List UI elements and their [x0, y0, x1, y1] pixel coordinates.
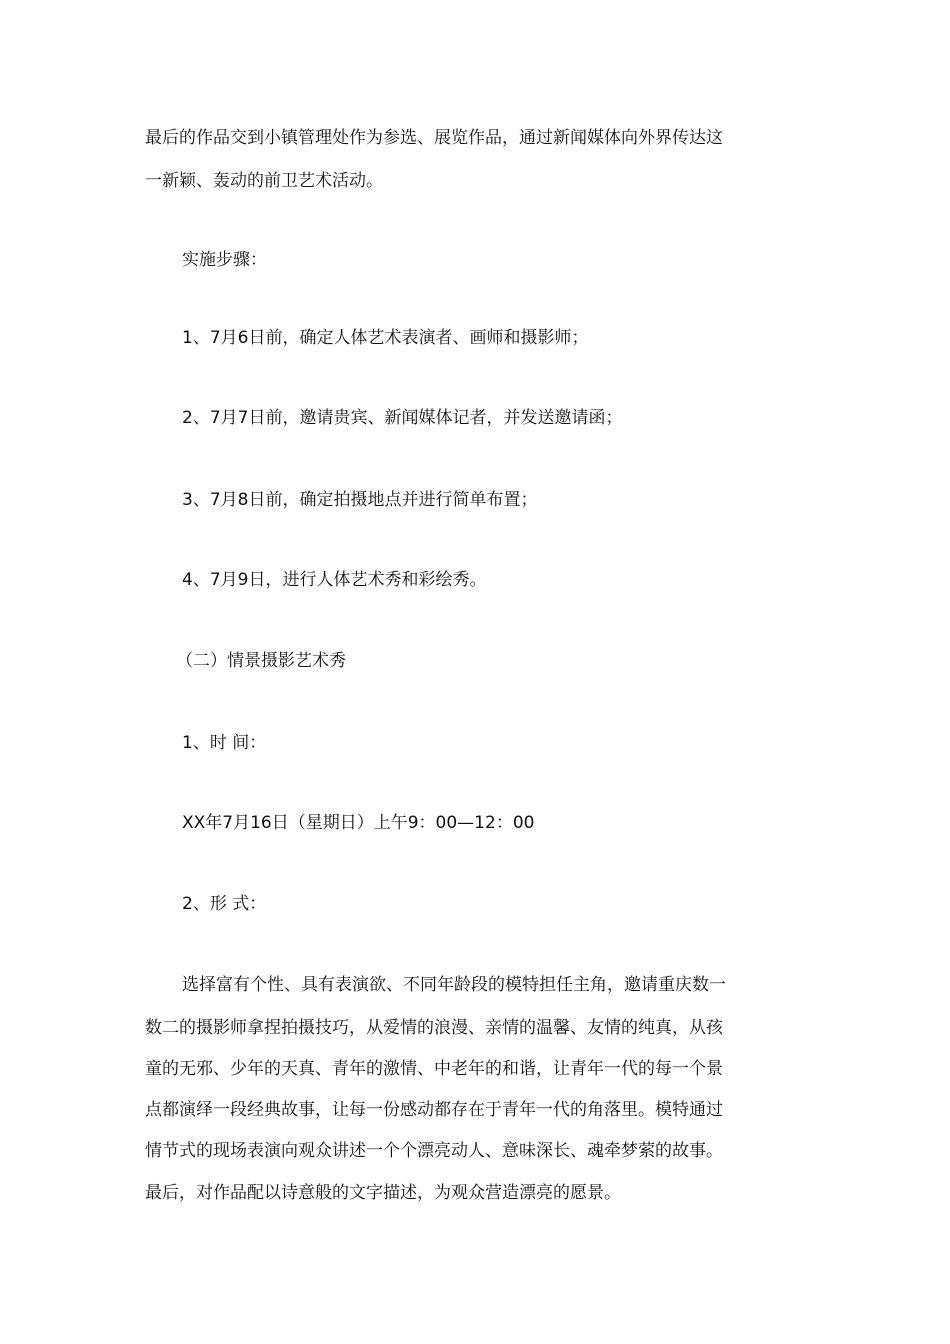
intro-line-2: 一新颖、轰动的前卫艺术活动。 [145, 171, 383, 191]
form-paragraph-line-5: 情节式的现场表演向观众讲述一个个漂亮动人、意味深长、魂牵梦萦的故事。 [145, 1141, 723, 1161]
form-paragraph-line-3: 童的无邪、少年的天真、青年的激情、中老年的和谐，让青年一代的每一个景 [145, 1059, 723, 1079]
form-paragraph-line-1: 选择富有个性、具有表演欲、不同年龄段的模特担任主角，邀请重庆数一 [182, 975, 726, 995]
steps-heading: 实施步骤： [182, 250, 267, 270]
form-paragraph-line-2: 数二的摄影师拿捏拍摄技巧，从爱情的浪漫、亲情的温馨、友情的纯真，从孩 [145, 1018, 723, 1038]
step-item-2: 2、7月7日前，邀请贵宾、新闻媒体记者，并发送邀请函； [182, 408, 623, 428]
step-item-4: 4、7月9日，进行人体艺术秀和彩绘秀。 [182, 570, 487, 590]
step-item-3: 3、7月8日前，确定拍摄地点并进行简单布置； [182, 490, 538, 510]
step-item-1: 1、7月6日前，确定人体艺术表演者、画师和摄影师； [182, 328, 589, 348]
intro-line-1: 最后的作品交到小镇管理处作为参选、展览作品，通过新闻媒体向外界传达这 [145, 128, 723, 148]
time-label: 1、时 间： [182, 733, 267, 753]
form-paragraph-line-6: 最后，对作品配以诗意般的文字描述，为观众营造漂亮的愿景。 [145, 1183, 621, 1203]
form-label: 2、形 式： [182, 894, 267, 914]
time-value: XX年7月16日（星期日）上午9：00—12：00 [182, 813, 535, 833]
section-title: （二）情景摄影艺术秀 [176, 651, 346, 671]
form-paragraph-line-4: 点都演绎一段经典故事，让每一份感动都存在于青年一代的角落里。模特通过 [145, 1100, 723, 1120]
